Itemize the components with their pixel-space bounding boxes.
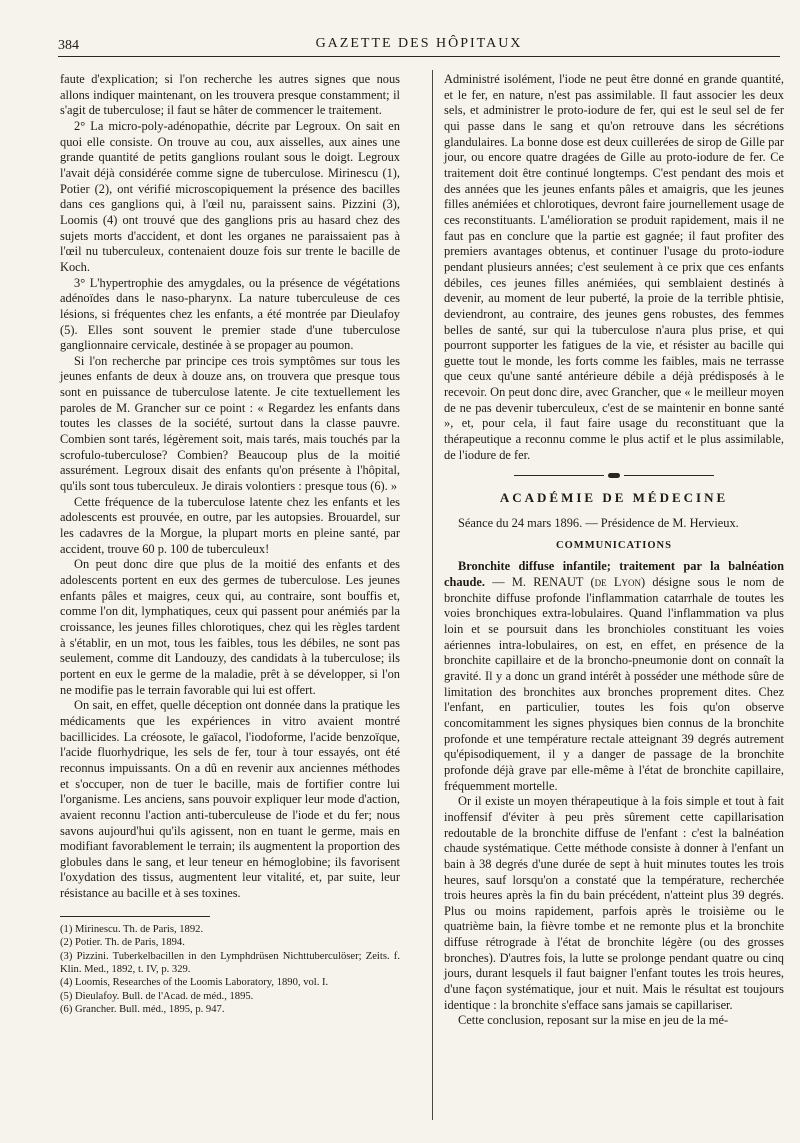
column-divider (432, 70, 433, 1120)
paragraph: Administré isolément, l'iode ne peut être donné en grande quantité, et le fer, en nature, n'est pas assimilable. Il faut associer les deux sels, et administrer le proto-iodure de fer, qui est le seul sel de fer qui passe dans le sang et qu'on retrouve dans les sécrétions glandulaires. La bonne dose est deux cuillerées de sirop de Gille par jour, ou encore quatre dragées de Gille au proto-iodure de fer. Ce traitement doit être continué longtemps. C'est pendant des mois et des années que les jeunes enfants pâles et amaigris, que les jeunes filles anémiées et chlorotiques, devront faire journellement usage de ces reconstituants. L'amélioration se produit rapidement, mais il ne faut pas en conclure que la partie est gagnée; il faut profiter des premiers avantages obtenus, et continuer l'usage du proto-iodure pendant plusieurs années; c'est seulement à ce prix que ces enfants débiles, ces jeunes filles anémiées, qui semblaient destinés à devenir, au moment de leur puberté, la proie de la terrible phtisie, deviendront, au contraire, des jeunes gens robustes, des femmes belles de santé, sur qui la tuberculose n'aura plus prise, et qui pourront supporter les fatigues de la vie, et résister au bacille qui guette tout le monde, les forts comme les faibles, mais ne terrasse que ceux qu'une santé antérieure débile a déjà prédisposés à le recevoir. On peut donc dire, avec Grancher, que « le meilleur moyen de ne pas devenir tuberculeux, c'est de se maintenir en bonne santé », et, pour cela, il faut faire usage du reconstituant que la thérapeutique a reconnu comme le plus actif et le plus assimilable, de l'iodure de fer. (444, 72, 784, 462)
footnote: (3) Pizzini. Tuberkelbacillen in den Lymphdrüsen Nichttuberculöser; Zeits. f. Klin. Med., 1892, t. IV, p. 329. (60, 950, 400, 975)
footnote: (6) Grancher. Bull. méd., 1895, p. 947. (60, 1004, 225, 1016)
paragraph: faute d'explication; si l'on recherche les autres signes que nous allons indiquer maintenant, on les trouvera presque constamment; il s'agit de tuberculose; il faut se hâter de commencer le traitement. (60, 72, 400, 118)
section-heading: ACADÉMIE DE MÉDECINE (499, 490, 729, 506)
running-title: GAZETTE DES HÔPITAUX (315, 36, 523, 51)
header-rule (58, 56, 780, 57)
session-line: Séance du 24 mars 1896. — Présidence de M. Hervieux. (458, 516, 739, 531)
footnote-rule (60, 916, 210, 917)
paragraph: Cette fréquence de la tuberculose latente chez les enfants et les adolescents est prouvée, en outre, par les autopsies. Brouardel, sur les cadavres de la Morgue, la plupart morts en pleine santé, par accident, trouve 60 p. 100 de tuberculeux! (60, 494, 400, 556)
footnote: (2) Potier. Th. de Paris, 1894. (60, 937, 185, 949)
page-number: 384 (58, 38, 79, 53)
paragraph: On sait, en effet, quelle déception ont donnée dans la pratique les médicaments que les expériences in vitro avaient montré bacillicides. La créosote, le gaïacol, l'iodoforme, l'acide benzoïque, l'acide fluorhydrique, les sels de fer, tour à tour essayés, ont été reconnus impuissants. On a dû en revenir aux anciennes méthodes et s'occuper, non de tuer le bacille, mais de fortifier contre lui l'organisme. Les anciens, sans pouvoir expliquer leur mode d'action, avaient reconnu l'action anti-tuberculeuse de l'iode et du fer; nous savons aujourd'hui qu'ils agissent, non en tuant le germe, mais en modifiant favorablement le terrain; ils augmentent la proportion des globules dans le sang, et leur teneur en hémoglobine; ils favorisent l'oxydation des tissus, augmentent leur vitalité, et, par suite, leur résistance au bacille et à ses toxines. (60, 698, 400, 901)
footnotes (60, 923, 400, 1017)
paragraph: On peut donc dire que plus de la moitié des enfants et des adolescents portent en eux des germes de tuberculose. Les jeunes enfants pâles et maigres, ceux qui, au contraire, sont bouffis et, comme l'on dit, lymphatiques, ceux qui passent pour anémiés par la croissance, les jeunes filles chlorotiques, chez qui les règles tardent à s'établir, en un mot, tous les faibles, tous les débiles, ne sont pas seulement, comme dit Landouzy, des candidats à la tuberculose; ils portent en eux le germe de la maladie, prêt à se développer, si l'on ne modifie pas le terrain favorable qui lui est offert. (60, 557, 400, 697)
footnote: (4) Loomis, Researches of the Loomis Laboratory, 1890, vol. I. (60, 977, 329, 989)
article-author: — M. RENAUT (de Lyon) (492, 575, 646, 590)
left-column (60, 72, 400, 1017)
paragraph: 3° L'hypertrophie des amygdales, ou la présence de végétations adénoïdes dans le naso-pharynx. La nature tuberculeuse de ces lésions, si fréquentes chez les enfants, a été montrée par Dieulafoy (5). Elles sont souvent le premier stade d'une tuberculose ganglionnaire cervicale, destinée à se propager au poumon. (60, 275, 400, 353)
paragraph: 2° La micro-poly-adénopathie, décrite par Legroux. On sait en quoi elle consiste. On trouve au cou, aux aisselles, aux aines une grande quantité de petits ganglions roulant sous le doigt. Legroux l'avait déjà considérée comme signe de tuberculose. Mirinescu (1), Potier (2), ont vérifié microscopiquement la présence des bacilles dans ces ganglions qui, à l'œil nu, paraissent sains. Pizzini (3), Loomis (4) ont trouvé que des ganglions pris au hasard chez des sujets morts d'accident, et dont les organes ne paraissaient pas à l'œil nu tuberculeux, contenaient douze fois sur trente le bacille de Koch. (60, 118, 400, 274)
page-header (58, 22, 780, 53)
footnote: (1) Mirinescu. Th. de Paris, 1892. (60, 923, 204, 935)
article-title: Bronchite diffuse infantile; traitement par la balnéation chaude. (444, 559, 784, 590)
article-text: désigne sous le nom de bronchite diffuse profonde l'inflammation catarrhale de toutes les voies bronchiques extra-lobulaires. Quand l'inflammation va plus loin et se poursuit dans les bronchioles constituant les voies aériennes intra-lobulaires, on est, en effet, en présence de la bronchite capillaire et de la broncho-pneumonie dont on connaît la gravité. Il y a donc un grand intérêt à posséder une méthode sûre de limitation des bronchites aux bronches proprement dites. Chez l'enfant, en particulier, toutes les fois qu'on observe concomitamment les signes physiques bien connus de la bronchite profonde et une température rectale atteignant 39 degrés autrement qu'épisodiquement, il y a danger de passage de la bronchite profonde déjà grave par elle-même à l'état de bronchite capillaire, fréquemment mortelle. (444, 575, 784, 793)
section-separator (444, 473, 784, 478)
paragraph: Si l'on recherche par principe ces trois symptômes sur tous les jeunes enfants de deux à douze ans, on trouvera que presque tous sont en puissance de tuberculose latente. Je cite textuellement les paroles de M. Grancher sur ce point : « Regardez les enfants dans toutes les classes de la société, surtout dans la classe pauvre. Combien sont tarés, légèrement soit, mais tarés, mais touchés par la scrofulo-tuberculose? Combien? Beaucoup plus de la moitié assurément. Legroux disait des enfants qu'on présente à l'hôpital, qu'ils sont tous tuberculeux. Je dirais volontiers : presque tous (6). » (60, 353, 400, 494)
article-paragraph (444, 559, 784, 794)
subsection-heading: COMMUNICATIONS (556, 539, 672, 551)
footnote: (5) Dieulafoy. Bull. de l'Acad. de méd., 1895. (60, 990, 254, 1002)
right-column (444, 72, 784, 1029)
paragraph: Or il existe un moyen thérapeutique à la fois simple et tout à fait inoffensif d'éviter à peu près sûrement cette capillarisation redoutable de la bronchite diffuse de l'enfant : c'est la balnéation chaude systématique. Cette méthode consiste à donner à l'enfant un bain à 38 degrés d'une durée de sept à huit minutes toutes les trois heures, sauf lorsqu'on a constaté que la température, recherchée trois heures après la fin du bain précédent, n'atteint plus 39 degrés. Plus ou moins rapidement, parfois après le troisième ou le quatrième bain, la fièvre tombe et ne remonte plus et la bronchite diffuse rétrograde à l'état de bronchite légère (ou des grosses bronches). D'autres fois, la lutte se prolonge pendant quatre ou cinq jours, durant lesquels il faut baigner l'enfant toutes les trois heures, d'une façon systématique, jour et nuit. Mais le résultat est toujours identique : la bronchite s'efface sans jamais se capillariser. (444, 794, 784, 1012)
paragraph: Cette conclusion, reposant sur la mise en jeu de la mé- (458, 1013, 729, 1028)
